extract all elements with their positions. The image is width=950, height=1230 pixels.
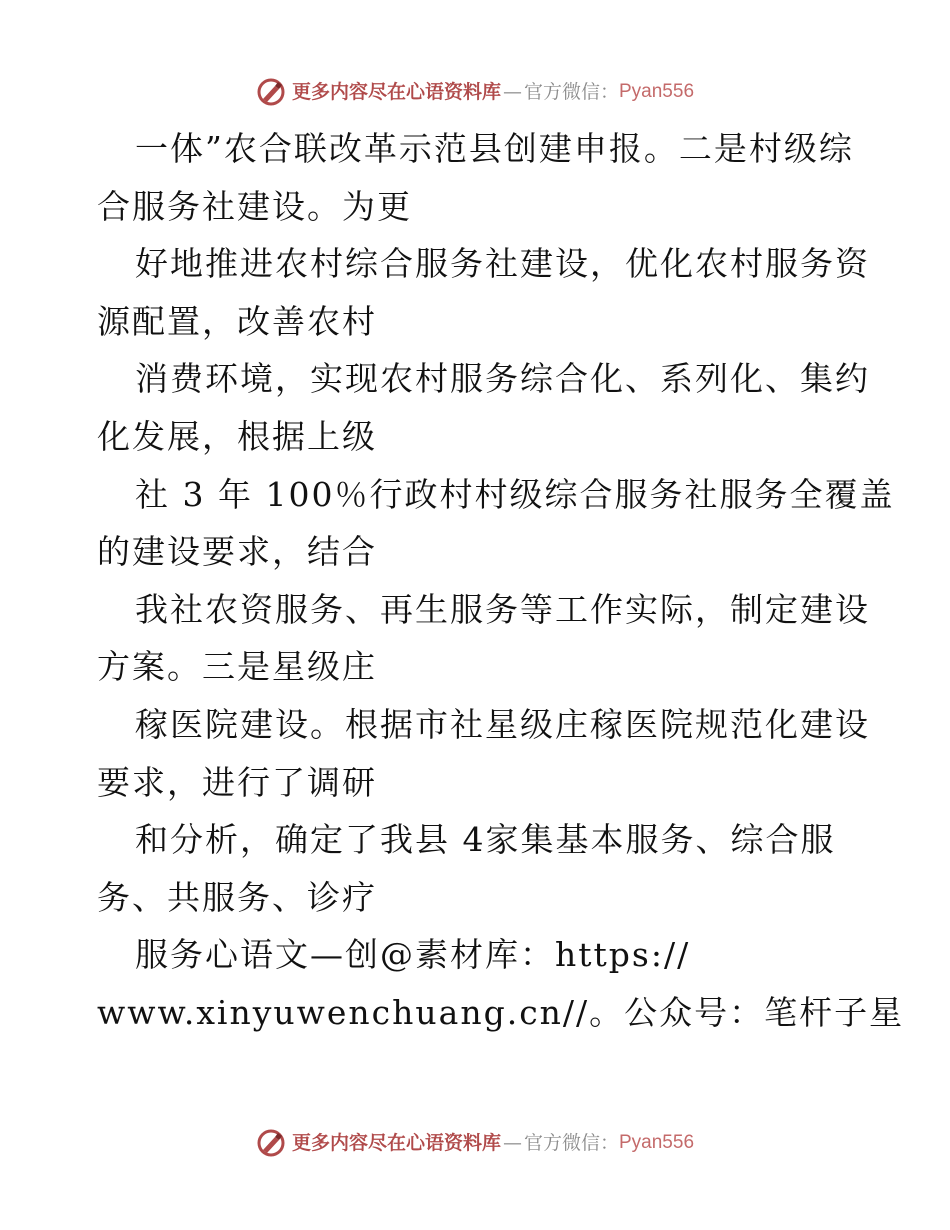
text-line: 消费环境，实现农村服务综合化、系列化、集约 <box>135 359 870 399</box>
document-body <box>97 120 905 1042</box>
banner-separator: — <box>502 1132 522 1154</box>
banner-wechat-id: Pyan556 <box>619 1132 695 1153</box>
banner-main-text: 更多内容尽在心语资料库 <box>291 1132 501 1154</box>
text-line: 好地推进农村综合服务社建设，优化农村服务资 <box>135 244 870 284</box>
text-line: 稼医院建设。根据市社星级庄稼医院规范化建设 <box>135 704 870 744</box>
text-line: 我社农资服务、再生服务等工作实际，制定建设 <box>135 589 870 629</box>
text-line: 和分析，确定了我县 4家集基本服务、综合服 <box>135 820 836 860</box>
text-line: 一体”农合联改革示范县创建申报。二是村级综 <box>135 129 854 168</box>
banner-separator: — <box>502 81 522 103</box>
text-line: 的建设要求，结合 <box>97 532 377 572</box>
text-line: 方案。三是星级庄 <box>97 647 377 687</box>
text-line: 要求，进行了调研 <box>97 762 377 802</box>
text-line: 合服务社建设。为更 <box>97 186 412 226</box>
text-line: 源配置，改善农村 <box>97 301 377 341</box>
pen-logo-icon <box>256 77 286 107</box>
text-line: 服务心语文—创@素材库：https:// <box>135 935 691 975</box>
banner-wechat-id: Pyan556 <box>619 81 695 102</box>
text-line: 化发展，根据上级 <box>97 416 377 456</box>
banner-wechat-label: 官方微信： <box>523 1132 619 1154</box>
pen-logo-icon <box>256 1128 286 1158</box>
header-banner <box>0 77 950 107</box>
footer-banner <box>0 1128 950 1158</box>
banner-wechat-label: 官方微信： <box>523 81 619 103</box>
text-line: 务、共服务、诊疗 <box>97 877 377 917</box>
text-line: 社 3 年 100％行政村村级综合服务社服务全覆盖 <box>135 474 895 514</box>
url-line: www.xinyuwenchuang.cn//。公众号：笔杆子星 <box>97 992 905 1032</box>
banner-main-text: 更多内容尽在心语资料库 <box>291 81 501 103</box>
